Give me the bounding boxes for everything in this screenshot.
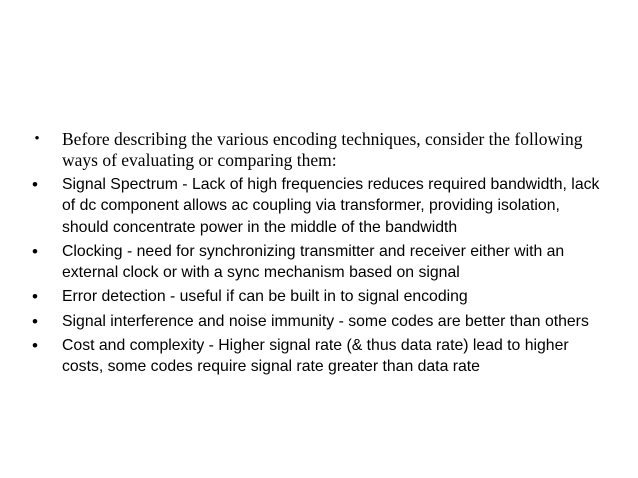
bullet-text: Clocking - need for synchronizing transmitter and receiver either with an external clock or with a sync mechanism based on signal xyxy=(62,242,565,282)
bullet-item-signal-spectrum xyxy=(28,174,608,238)
bullet-item-signal-interference xyxy=(28,311,608,332)
bullet-text: Before describing the various encoding techniques, consider the following ways of evaluating or comparing them: xyxy=(62,129,583,170)
bullet-icon: • xyxy=(32,311,38,331)
bullet-icon: • xyxy=(32,336,38,356)
bullet-text: Cost and complexity - Higher signal rate (& thus data rate) lead to higher costs, some codes require signal rate greater than data rate xyxy=(62,337,569,376)
bullet-item-clocking xyxy=(28,241,608,284)
bullet-list xyxy=(28,129,608,381)
bullet-icon: • xyxy=(32,241,38,261)
bullet-text: Error detection - useful if can be built in to signal encoding xyxy=(62,288,468,306)
bullet-item-intro xyxy=(28,129,608,171)
bullet-item-error-detection xyxy=(28,286,608,307)
bullet-text: Signal interference and noise immunity - some codes are better than others xyxy=(62,312,589,330)
bullet-icon: • xyxy=(32,175,38,194)
bullet-icon: • xyxy=(32,287,38,307)
bullet-text: Signal Spectrum - Lack of high frequencies reduces required bandwidth, lack of dc component allows ac coupling via transformer, providing isolation, should concentrate power in the middle of the bandwidth xyxy=(62,176,600,236)
bullet-item-cost-complexity xyxy=(28,335,608,378)
bullet-icon: • xyxy=(34,131,40,147)
